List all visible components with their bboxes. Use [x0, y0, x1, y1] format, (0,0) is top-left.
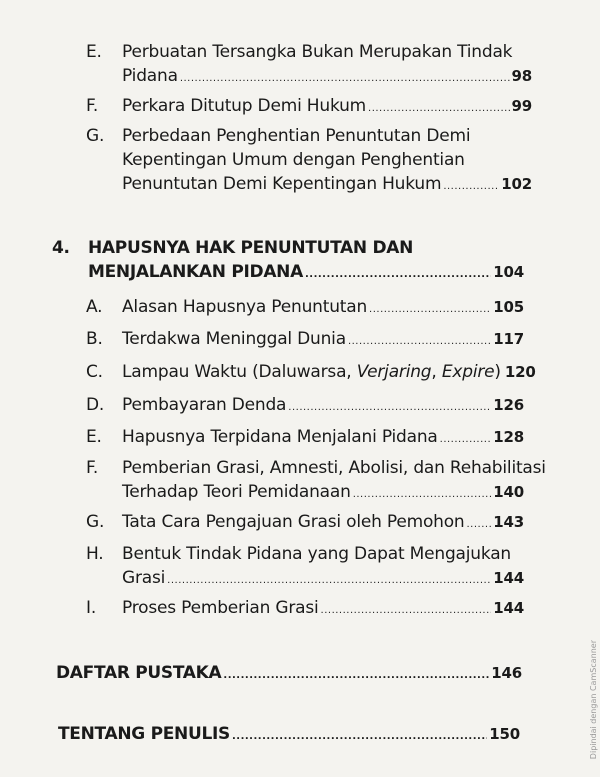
toc-daftar-pustaka: [56, 661, 522, 688]
page-number: 98: [511, 67, 532, 85]
chapter-title: HAPUSNYA HAK PENUNTUTAN DAN: [88, 238, 414, 258]
entry-letter: A.: [86, 297, 103, 317]
entry-letter: G.: [86, 512, 105, 532]
leader-dots: [368, 97, 510, 121]
entry-text: Alasan Hapusnya Penuntutan: [122, 297, 368, 317]
entry-letter: E.: [86, 42, 102, 62]
page-number: 144: [493, 569, 524, 587]
chapter-title: MENJALANKAN PIDANA: [88, 262, 303, 282]
entry-text: Grasi: [122, 568, 166, 588]
leader-dots: [232, 725, 487, 749]
entry-letter: F.: [86, 96, 99, 116]
section-title: DAFTAR PUSTAKA: [56, 663, 222, 683]
entry-text: Perkara Ditutup Demi Hukum: [122, 96, 367, 116]
page-number: 146: [491, 664, 522, 682]
leader-dots: [467, 513, 492, 537]
entry-text: Bentuk Tindak Pidana yang Dapat Mengajukan: [122, 544, 511, 564]
leader-dots: [167, 569, 491, 593]
leader-dots: [369, 298, 491, 322]
entry-text: Tata Cara Pengajuan Grasi oleh Pemohon: [122, 512, 465, 532]
page-number: 143: [493, 513, 524, 531]
entry-text: Pembayaran Denda: [122, 395, 287, 415]
chapter-number: 4.: [52, 238, 70, 258]
page-number: 144: [493, 599, 524, 617]
leader-dots: [443, 175, 499, 199]
entry-letter: B.: [86, 329, 103, 349]
entry-text: Kepentingan Umum dengan Penghentian: [122, 150, 465, 170]
entry-letter: H.: [86, 544, 104, 564]
entry-letter: F.: [86, 458, 99, 478]
entry-text: Pidana: [122, 66, 178, 86]
leader-dots: [180, 67, 510, 91]
leader-dots: [305, 263, 491, 287]
entry-text: Perbedaan Penghentian Penuntutan Demi: [122, 126, 471, 146]
entry-text: Lampau Waktu (Daluwarsa, Verjaring, Expire): [122, 362, 501, 382]
entry-text: Pemberian Grasi, Amnesti, Abolisi, dan Rehabilitasi: [122, 458, 546, 478]
leader-dots: [288, 396, 491, 420]
entry-letter: G.: [86, 126, 105, 146]
entry-text: Perbuatan Tersangka Bukan Merupakan Tindak: [122, 42, 513, 62]
entry-text: Hapusnya Terpidana Menjalani Pidana: [122, 427, 438, 447]
section-title: TENTANG PENULIS: [58, 724, 230, 744]
page-number: 128: [493, 428, 524, 446]
leader-dots: [440, 428, 492, 452]
page-number: 120: [504, 363, 536, 381]
entry-letter: E.: [86, 427, 102, 447]
page-number: 104: [493, 263, 524, 281]
leader-dots: [321, 599, 492, 623]
entry-text: Penuntutan Demi Kepentingan Hukum: [122, 174, 442, 194]
entry-text: Terdakwa Meninggal Dunia: [122, 329, 346, 349]
page-number: 140: [493, 483, 524, 501]
page-number: 105: [493, 298, 524, 316]
entry-letter: C.: [86, 362, 103, 382]
page-number: 99: [511, 97, 532, 115]
leader-dots: [348, 330, 491, 354]
scanner-watermark: Dipindai dengan CamScanner: [589, 640, 598, 760]
page-number: 117: [493, 330, 524, 348]
entry-text: Proses Pemberian Grasi: [122, 598, 319, 618]
entry-text: Terhadap Teori Pemidanaan: [122, 482, 351, 502]
entry-letter: I.: [86, 598, 97, 618]
page-number: 102: [501, 175, 532, 193]
page-number: 126: [493, 396, 524, 414]
entry-letter: D.: [86, 395, 105, 415]
page-number: 150: [489, 725, 520, 743]
leader-dots: [353, 483, 492, 507]
leader-dots: [223, 664, 489, 688]
toc-tentang-penulis: [58, 722, 520, 749]
